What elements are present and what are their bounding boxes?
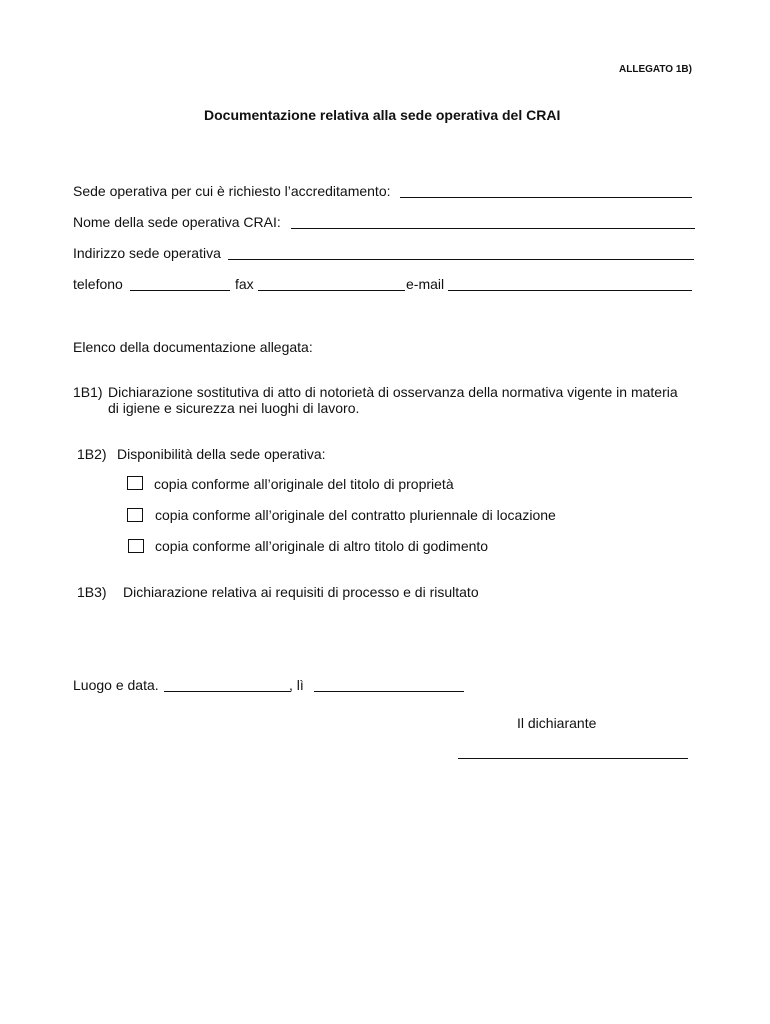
li-label: , lì <box>289 677 304 693</box>
option-altro-titolo: copia conforme all’originale di altro titolo di godimento <box>155 538 489 554</box>
item-1b2-text: Disponibilità della sede operativa: <box>117 446 326 462</box>
dichiarante-label: Il dichiarante <box>517 715 597 731</box>
sede-operativa-label: Sede operativa per cui è richiesto l’accreditamento: <box>73 183 391 199</box>
option-titolo-proprieta: copia conforme all’originale del titolo di proprietà <box>154 476 454 492</box>
checkbox-altro-titolo[interactable] <box>128 539 144 553</box>
documentation-heading: Elenco della documentazione allegata: <box>73 339 313 355</box>
fax-field[interactable] <box>258 290 405 291</box>
checkbox-contratto-locazione[interactable] <box>127 508 143 522</box>
nome-sede-field[interactable] <box>291 228 695 229</box>
luogo-data-field[interactable] <box>164 691 291 692</box>
document-title: Documentazione relativa alla sede operativa del CRAI <box>204 107 561 123</box>
item-1b1-text-line1: Dichiarazione sostitutiva di atto di notorietà di osservanza della normativa vigente in materia <box>108 384 678 400</box>
nome-sede-label: Nome della sede operativa CRAI: <box>73 214 281 230</box>
email-label: e-mail <box>406 276 445 292</box>
item-1b2-code: 1B2) <box>77 446 107 462</box>
li-date-field[interactable] <box>314 691 464 692</box>
item-1b3-text: Dichiarazione relativa ai requisiti di processo e di risultato <box>123 584 479 600</box>
allegato-label: ALLEGATO 1B) <box>619 64 692 75</box>
item-1b3-code: 1B3) <box>77 584 107 600</box>
signature-line[interactable] <box>458 758 688 759</box>
sede-operativa-field[interactable] <box>400 197 692 198</box>
option-contratto-locazione: copia conforme all’originale del contratto pluriennale di locazione <box>155 507 556 523</box>
fax-label: fax <box>235 276 254 292</box>
indirizzo-field[interactable] <box>228 259 694 260</box>
item-1b1-code: 1B1) <box>73 384 103 400</box>
luogo-data-label: Luogo e data. <box>73 677 159 693</box>
item-1b1-text-line2: di igiene e sicurezza nei luoghi di lavoro. <box>108 400 360 416</box>
indirizzo-label: Indirizzo sede operativa <box>73 245 221 261</box>
telefono-field[interactable] <box>130 290 230 291</box>
checkbox-titolo-proprieta[interactable] <box>127 476 143 490</box>
telefono-label: telefono <box>73 276 123 292</box>
email-field[interactable] <box>448 290 692 291</box>
